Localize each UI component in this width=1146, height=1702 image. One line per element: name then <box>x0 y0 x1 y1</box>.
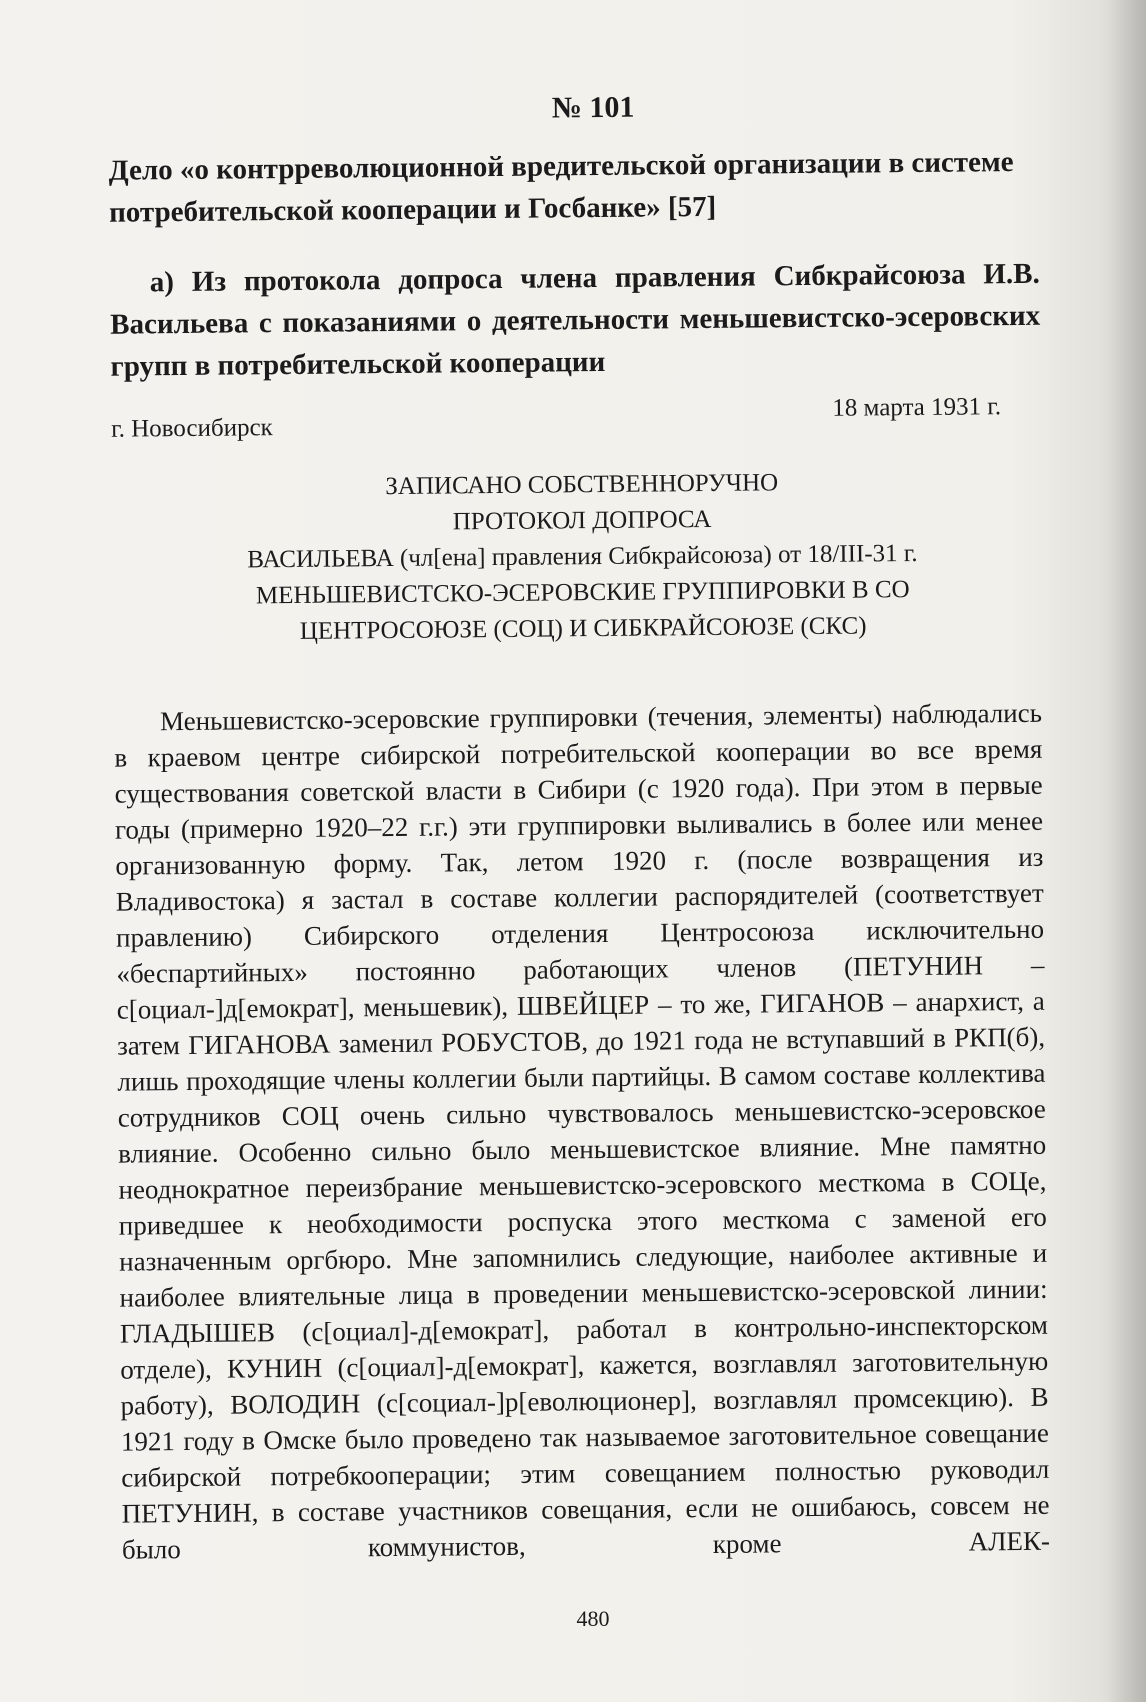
heading-line: ЦЕНТРОСОЮЗЕ (СОЦ) И СИБКРАЙСОЮЗЕ (СКС) <box>299 612 867 645</box>
case-title: Дело «о контрреволюционной вредительской организации в системе потребительской кооперации и Госбанке» [57] <box>108 146 1014 229</box>
document-number: № 101 <box>551 90 635 125</box>
body-text: Меньшевистско-эсеровские группировки (течения, элементы) наблюдались в краевом центре сибирской потребительской кооперации во все время существования советской власти в Сибири (с 1920 года). При этом в первые годы (примерно 1920–22 г.г.) эти группировки выливались в более или менее организованную форму. Так, летом 1920 г. (после возвращения из Владивостока) я застал в составе коллегии распорядителей (соответствует правлению) Сибирского отделения Центросоюза исключительно «беспартийных» постоянно работающих членов (ПЕТУНИН – с[оциал-]д[емократ], меньшевик), ШВЕЙЦЕР – то же, ГИГАНОВ – анархист, а затем ГИГАНОВА заменил РОБУСТОВ, до 1921 года не вступавший в РКП(б), лишь проходящие члены коллегии были партийцы. В самом составе коллектива сотрудников СОЦ очень сильно чувствовалось меньшевистско-эсеровское влияние. Особенно сильно было меньшевистское влияние. Мне памятно неоднократное переизбрание меньшевистско-эсеровского месткома в СОЦе, приведшее к необходимости роспуска этого месткома с заменой его назначенным оргбюро. Мне запомнились следующие, наиболее активные и наиболее влиятельные лица в проведении меньшевистско-эсеровской линии: ГЛАДЫШЕВ (с[оциал]-д[емократ], работал в контрольно-инспекторском отделе), КУНИН (с[оциал]-д[емократ], кажется, возглавлял заготовительную работу), ВОЛОДИН (с[социал-]р[еволюционер], возглавлял промсекцию). В 1921 году в Омске было проведено так называемое заготовительное совещание сибирской потребкооперации; этим совещанием полностью руководил ПЕТУНИН, в составе участников совещания, если не ошибаюсь, совсем не было коммунистов, кроме АЛЕК- <box>114 697 1051 1565</box>
subtitle-text: а) Из протокола допроса члена правления Сибкрайсоюза И.В. Васильева с показаниями о деятельности меньшевистско-эсеровских групп в потребительской кооперации <box>110 257 1041 383</box>
heading-line: МЕНЬШЕВИСТСКО-ЭСЕРОВСКИЕ ГРУППИРОВКИ В СО <box>255 576 910 610</box>
page-number: 480 <box>576 1606 610 1631</box>
document-subtitle <box>110 253 1041 388</box>
protocol-headings <box>82 463 1044 652</box>
heading-line: ВАСИЛЬЕВА (чл[ена] правления Сибкрайсоюза) от 18/III-31 г. <box>247 539 918 574</box>
heading-line: ПРОТОКОЛ ДОПРОСА <box>452 505 712 536</box>
page-content <box>78 87 1052 1568</box>
date: 18 марта 1931 г. <box>832 393 1002 422</box>
heading-line: ЗАПИСАНО СОБСТВЕННОРУЧНО <box>385 469 779 501</box>
place: г. Новосибирск <box>111 414 273 443</box>
body-paragraph <box>114 695 1050 1568</box>
place-date-line <box>111 393 1041 442</box>
